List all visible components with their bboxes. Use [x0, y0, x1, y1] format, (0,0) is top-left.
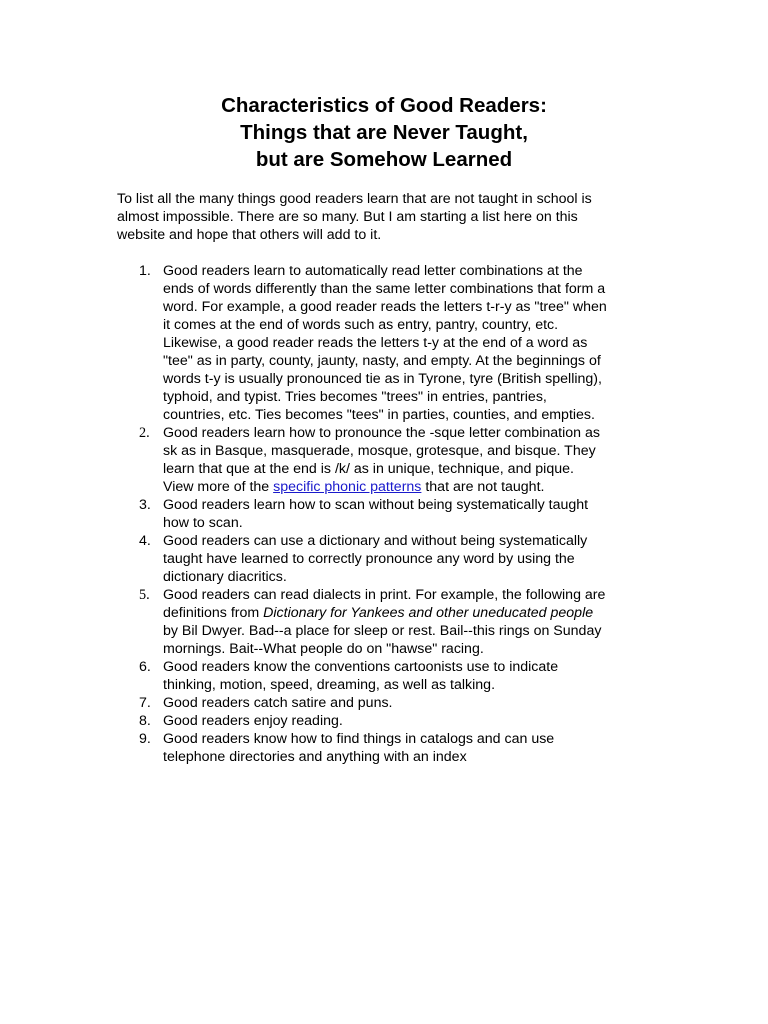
list-item-number: 1. — [139, 263, 151, 279]
list-item-line: Good readers learn how to scan without being systematically taught — [163, 497, 589, 513]
list-item-number: 9. — [139, 731, 151, 747]
list-item-line: Good readers learn to automatically read letter combinations at the — [163, 263, 583, 279]
list-item-line: countries, etc. Ties becomes "tees" in parties, counties, and empties. — [163, 407, 595, 423]
list-item-line: telephone directories and anything with an index — [163, 749, 467, 765]
list-item-number: 4. — [139, 533, 151, 549]
italic-line-before: definitions from — [163, 605, 264, 621]
book-title: Dictionary for Yankees and other uneducated people — [263, 605, 594, 621]
list-item-line: "tee" as in party, county, jaunty, nasty, and empty. At the beginnings of — [163, 353, 601, 369]
list-item-line: Good readers learn how to pronounce the -sque letter combination as — [163, 425, 600, 441]
list-item-line: Likewise, a good reader reads the letters t-y at the end of a word as — [163, 335, 588, 351]
title-line: but are Somehow Learned — [255, 148, 513, 171]
list-item-line: dictionary diacritics. — [163, 569, 287, 585]
title-line: Things that are Never Taught, — [240, 121, 528, 144]
list-item — [117, 586, 677, 658]
list-item-line: Good readers can use a dictionary and without being systematically — [163, 533, 588, 549]
list-item-line: ends of words differently than the same letter combinations that form a — [163, 281, 606, 297]
link-line-before: View more of the — [163, 479, 274, 495]
list-item-line: Good readers know how to find things in catalogs and can use — [163, 731, 555, 747]
title-line: Characteristics of Good Readers: — [221, 94, 547, 117]
list-item-line: Good readers know the conventions cartoonists use to indicate — [163, 659, 559, 675]
list-item-number: 3. — [139, 497, 151, 513]
list-item-number: 5. — [139, 587, 150, 603]
list-item — [117, 532, 677, 586]
list-item-number: 6. — [139, 659, 151, 675]
characteristics-list — [117, 262, 677, 766]
list-item-line: how to scan. — [163, 515, 243, 531]
list-item-line: typhoid, and typist. Tries becomes "trees" in entries, pantries, — [163, 389, 547, 405]
list-item-line: by Bil Dwyer. Bad--a place for sleep or rest. Bail--this rings on Sunday — [163, 623, 602, 639]
list-item — [117, 658, 677, 694]
list-item-line: word. For example, a good reader reads the letters t-r-y as "tree" when — [163, 299, 607, 315]
list-item-number: 8. — [139, 713, 151, 729]
list-item-line: sk as in Basque, masquerade, mosque, grotesque, and bisque. They — [163, 443, 596, 459]
list-item — [117, 694, 677, 712]
list-item — [117, 730, 677, 766]
list-item-line: Good readers catch satire and puns. — [163, 695, 393, 711]
intro-paragraph — [117, 190, 657, 245]
list-item-line: words t-y is usually pronounced tie as in Tyrone, tyre (British spelling), — [163, 371, 602, 387]
list-item — [117, 424, 677, 496]
list-item-line: thinking, motion, speed, dreaming, as well as talking. — [163, 677, 496, 693]
document-title — [0, 92, 768, 173]
list-item — [117, 496, 677, 532]
list-item-line: mornings. Bait--What people do on "hawse" racing. — [163, 641, 484, 657]
list-item-line — [163, 478, 677, 496]
list-item — [117, 262, 677, 424]
list-item-line: learn that que at the end is /k/ as in unique, technique, and pique. — [163, 461, 574, 477]
intro-line: almost impossible. There are so many. But I am starting a list here on this — [117, 209, 578, 226]
intro-line: website and hope that others will add to it. — [117, 227, 382, 244]
list-item-line: Good readers enjoy reading. — [163, 713, 343, 729]
specific-phonic-patterns-link[interactable]: specific phonic patterns — [273, 479, 422, 495]
list-item-number: 2. — [139, 425, 150, 441]
list-item-number: 7. — [139, 695, 151, 711]
list-item-line: it comes at the end of words such as entry, pantry, country, etc. — [163, 317, 559, 333]
list-item — [117, 712, 677, 730]
list-item-line — [163, 604, 677, 622]
intro-line: To list all the many things good readers learn that are not taught in school is — [117, 191, 592, 207]
list-item-line: Good readers can read dialects in print. For example, the following are — [163, 587, 606, 603]
link-line-after: that are not taught. — [421, 479, 545, 495]
list-item-line: taught have learned to correctly pronounce any word by using the — [163, 551, 575, 567]
